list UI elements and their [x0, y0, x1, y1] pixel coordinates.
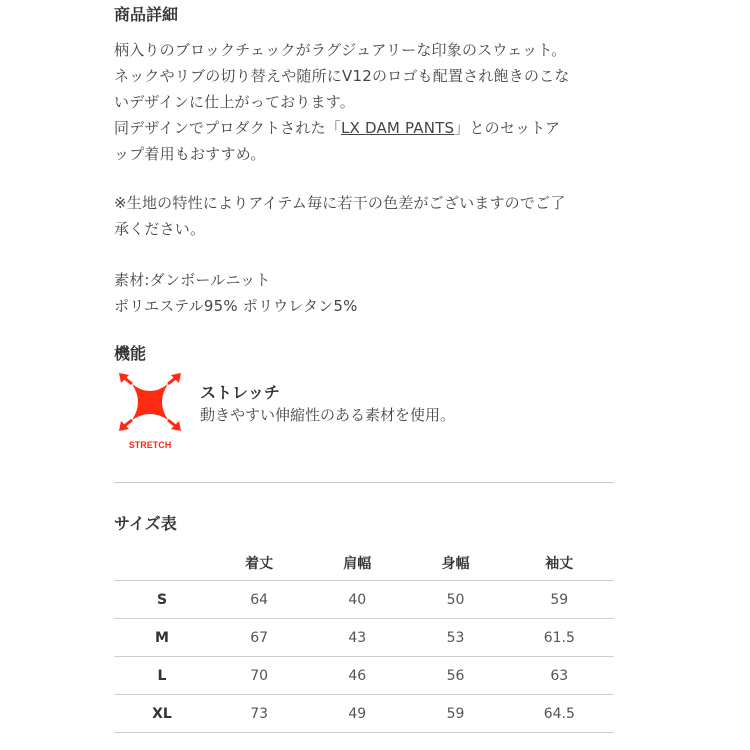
feature-description: 動きやすい伸縮性のある素材を使用。: [200, 406, 456, 424]
size-label: XL: [114, 695, 210, 733]
cell: 61.5: [505, 619, 614, 657]
table-row: [114, 581, 614, 619]
description: [114, 37, 634, 167]
cell: 43: [308, 619, 406, 657]
table-row: [114, 695, 614, 733]
column-header-sleeve: 袖丈: [505, 545, 614, 581]
cell: 40: [308, 581, 406, 619]
size-chart-table: [114, 545, 614, 733]
setup-line: [114, 115, 634, 141]
cell: 59: [505, 581, 614, 619]
cell: 59: [406, 695, 504, 733]
color-note: [114, 190, 634, 242]
setup-suffix: 」とのセットア: [454, 119, 561, 137]
column-header-shoulder: 肩幅: [308, 545, 406, 581]
features-heading: 機能: [114, 344, 147, 363]
feature-title: ストレッチ: [200, 383, 280, 402]
cell: 67: [210, 619, 308, 657]
table-row: [114, 657, 614, 695]
material-info: [114, 267, 634, 319]
description-line: いデザインに仕上がっております。: [114, 93, 355, 111]
details-heading: 商品詳細: [114, 5, 179, 24]
description-line: 柄入りのブロックチェックがラグジュアリーな印象のスウェット。: [114, 41, 567, 59]
feature-stretch: [118, 372, 518, 452]
lx-dam-pants-link[interactable]: LX DAM PANTS: [340, 119, 455, 137]
cell: 50: [406, 581, 504, 619]
cell: 64.5: [505, 695, 614, 733]
table-row: [114, 619, 614, 657]
size-chart-header-row: [114, 545, 614, 581]
cell: 53: [406, 619, 504, 657]
column-header-length: 着丈: [210, 545, 308, 581]
material-line: 素材:ダンボールニット: [114, 271, 271, 289]
setup-line-2: ップ着用もおすすめ。: [114, 145, 266, 163]
size-label: M: [114, 619, 210, 657]
cell: 73: [210, 695, 308, 733]
column-header-chest: 身幅: [406, 545, 504, 581]
cell: 63: [505, 657, 614, 695]
cell: 46: [308, 657, 406, 695]
cell: 56: [406, 657, 504, 695]
cell: 70: [210, 657, 308, 695]
cell: 49: [308, 695, 406, 733]
stretch-icon-label: STRETCH: [128, 440, 172, 450]
note-line: ※生地の特性によりアイテム毎に若干の色差がございますのでご了: [114, 194, 566, 212]
size-label: S: [114, 581, 210, 619]
note-line: 承ください。: [114, 220, 206, 238]
divider: [114, 482, 614, 483]
material-composition: ポリエステル95% ポリウレタン5%: [114, 297, 358, 315]
size-chart-heading: サイズ表: [114, 514, 177, 533]
setup-prefix: 同デザインでプロダクトされた「: [114, 119, 341, 137]
description-line: ネックやリブの切り替えや随所にV12のロゴも配置され飽きのこな: [114, 67, 570, 85]
size-label: L: [114, 657, 210, 695]
column-header: [114, 545, 210, 581]
cell: 64: [210, 581, 308, 619]
stretch-icon: [118, 372, 182, 452]
